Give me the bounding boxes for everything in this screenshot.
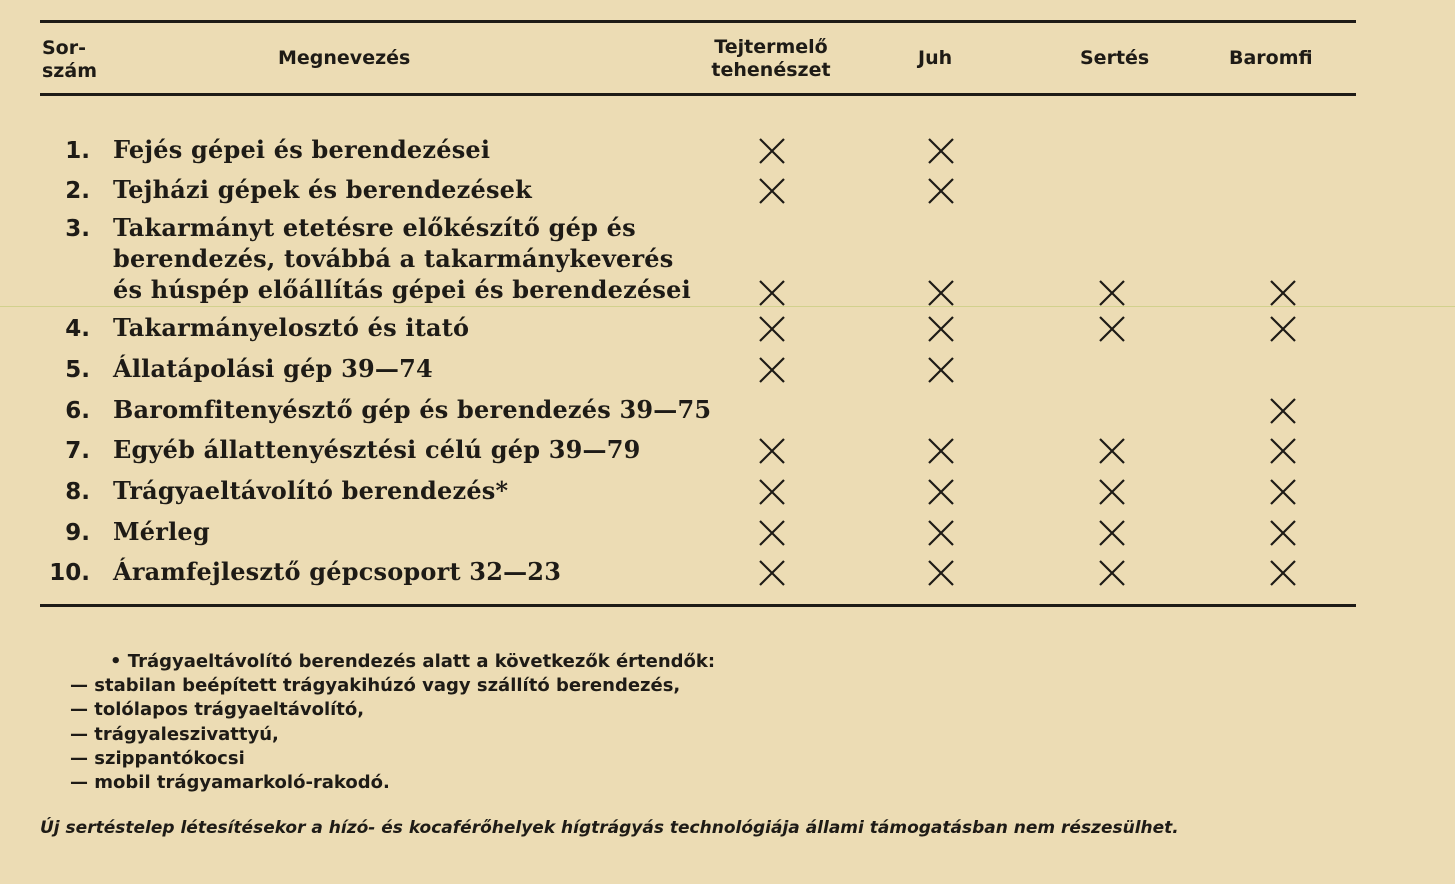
table-top-rule [40,20,1356,23]
header-sorszam [42,37,97,83]
check-cross-icon [1268,558,1298,588]
footnote-item: — mobil trágyamarkoló-rakodó. [70,772,390,794]
check-cross-icon [757,176,787,206]
row-name-line: berendezés, továbbá a takarmánykeverés [113,244,674,273]
row-name [113,394,711,425]
check-cross-icon [1268,396,1298,426]
row-number: 3. [65,216,90,242]
row-number: 4. [65,316,90,342]
footnote-intro: • Trágyaeltávolító berendezés alatt a következők értendők: [110,651,716,672]
check-cross-icon [1268,314,1298,344]
check-cross-icon [1268,477,1298,507]
footnote-item: — szippantókocsi [70,747,245,769]
check-cross-icon [757,518,787,548]
check-cross-icon [757,558,787,588]
check-cross-icon [926,176,956,206]
row-name-line: Fejés gépei és berendezései [113,135,491,164]
row-name-line: Takarmányt etetésre előkészítő gép és [113,213,636,242]
row-name [113,212,691,305]
header-baromfi: Baromfi [1229,47,1313,69]
row-number: 8. [65,479,90,505]
check-cross-icon [757,278,787,308]
check-cross-icon [757,477,787,507]
check-cross-icon [757,136,787,166]
check-cross-icon [1097,278,1127,308]
row-number: 7. [65,438,90,464]
row-name [113,353,433,384]
check-cross-icon [1268,436,1298,466]
row-name [113,516,210,547]
row-name [113,312,469,343]
footnote-block [70,650,715,795]
row-name [113,434,641,465]
row-name [113,174,532,205]
footnote-item: — tolólapos trágyaeltávolító, [70,699,365,721]
header-tej-line1: Tejtermelő [714,36,828,58]
check-cross-icon [1268,278,1298,308]
row-name-line: Takarmányelosztó és itató [113,313,470,342]
header-tejtermelo [709,36,833,82]
closing-note: Új sertéstelep létesítésekor a hízó- és kocaférőhelyek hígtrágyás technológiája állami támogatásban nem részesülhet. [40,818,1179,838]
check-cross-icon [926,136,956,166]
header-tej-line2: tehenészet [711,59,831,81]
check-cross-icon [1097,477,1127,507]
check-cross-icon [926,355,956,385]
check-cross-icon [926,477,956,507]
check-cross-icon [1097,314,1127,344]
paper-fold-line [0,306,1455,307]
header-juh: Juh [918,47,953,69]
row-number: 9. [65,520,90,546]
check-cross-icon [926,436,956,466]
row-name-line: Tejházi gépek és berendezések [113,175,532,204]
footnote-item: — trágyaleszivattyú, [70,723,279,745]
row-name-line: Trágyaeltávolító berendezés* [113,476,509,505]
check-cross-icon [1097,558,1127,588]
row-name [113,134,490,165]
check-cross-icon [926,558,956,588]
row-name-line: Áramfejlesztő gépcsoport 32—23 [113,557,562,586]
row-name-line: Állatápolási gép 39—74 [113,354,433,383]
check-cross-icon [757,436,787,466]
row-name-line: Egyéb állattenyésztési célú gép 39—79 [113,435,641,464]
check-cross-icon [926,278,956,308]
header-sorszam-line2: szám [42,60,97,82]
row-number: 6. [65,398,90,424]
row-name [113,556,561,587]
row-name [113,475,508,506]
check-cross-icon [757,314,787,344]
check-cross-icon [757,355,787,385]
row-name-line: Baromfitenyésztő gép és berendezés 39—75 [113,395,712,424]
row-number: 10. [49,560,90,586]
check-cross-icon [1268,518,1298,548]
row-number: 1. [65,138,90,164]
check-cross-icon [926,518,956,548]
header-sertes: Sertés [1080,47,1150,69]
check-cross-icon [1097,518,1127,548]
table-bottom-rule [40,604,1356,607]
header-sorszam-line1: Sor- [42,37,86,59]
row-number: 5. [65,357,90,383]
row-number: 2. [65,178,90,204]
check-cross-icon [926,314,956,344]
header-megnevezes: Megnevezés [278,47,411,69]
row-name-line: Mérleg [113,517,210,546]
row-name-line: és húspép előállítás gépei és berendezései [113,275,691,304]
table-header-rule [40,93,1356,96]
check-cross-icon [1097,436,1127,466]
footnote-item: — stabilan beépített trágyakihúzó vagy szállító berendezés, [70,675,681,697]
